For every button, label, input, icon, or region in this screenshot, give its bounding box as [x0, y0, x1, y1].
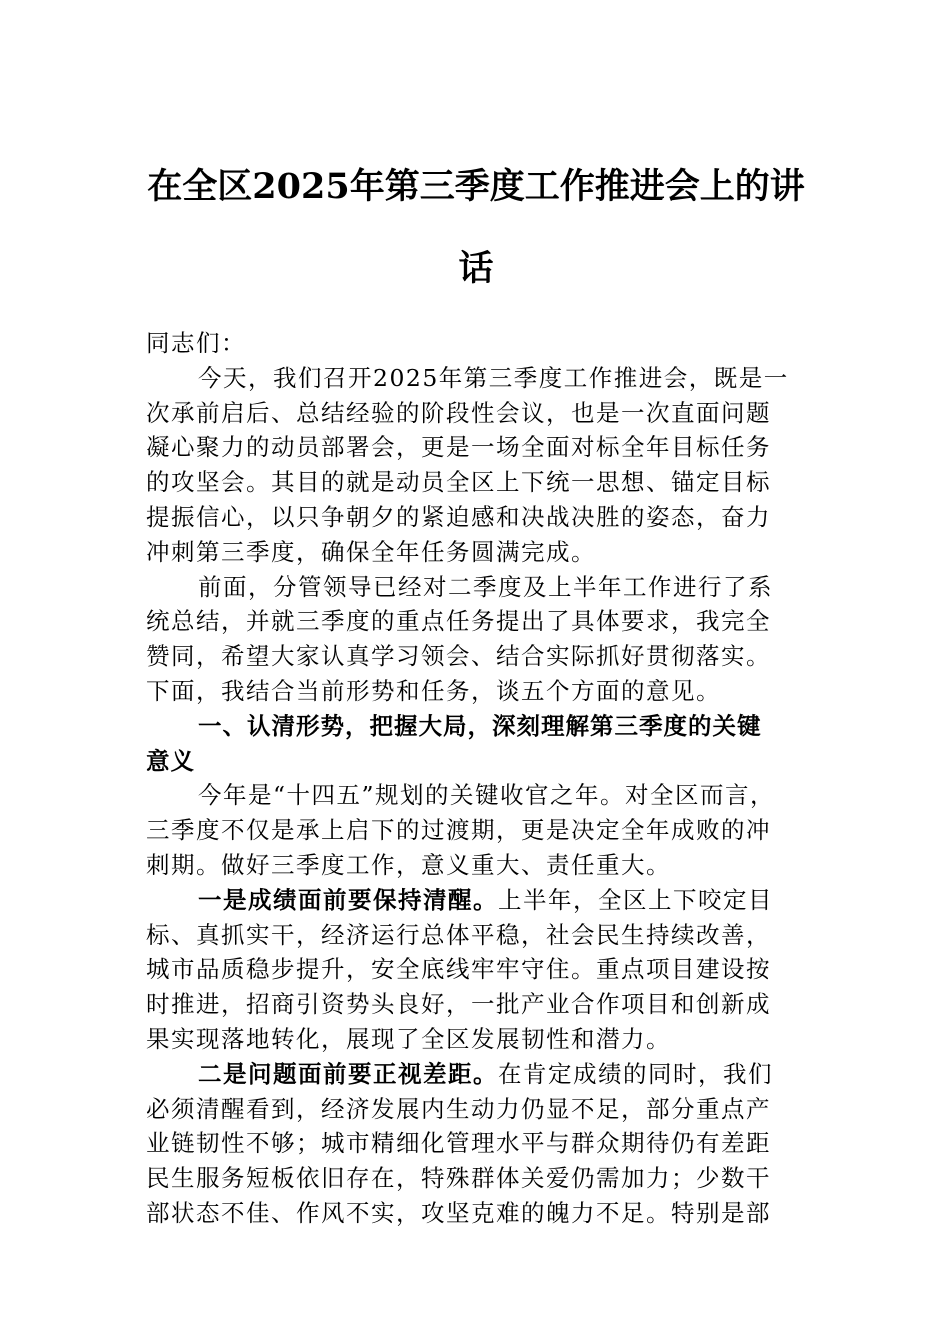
- paragraph-text: 上半年，全区上下咬定目: [498, 885, 773, 914]
- paragraph-line: 凝心聚力的动员部署会，更是一场全面对标全年目标任务: [146, 433, 771, 462]
- paragraph-line: 业链韧性不够；城市精细化管理水平与群众期待仍有差距: [146, 1129, 771, 1158]
- paragraph-line: 标、真抓实干，经济运行总体平稳，社会民生持续改善，: [146, 920, 771, 949]
- salutation-line: 同志们：: [146, 329, 246, 357]
- paragraph-line: 城市品质稳步提升，安全底线牢牢守住。重点项目建设按: [146, 955, 771, 984]
- paragraph-line: 下面，我结合当前形势和任务，谈五个方面的意见。: [146, 676, 721, 705]
- section-heading-line: 意义: [146, 746, 195, 775]
- paragraph-line: 果实现落地转化，展现了全区发展韧性和潜力。: [146, 1024, 671, 1053]
- paragraph-line: 民生服务短板依旧存在，特殊群体关爱仍需加力；少数干: [146, 1164, 771, 1193]
- paragraph-line: 三季度不仅是承上启下的过渡期，更是决定全年成败的冲: [146, 816, 771, 845]
- paragraph-line: 的攻坚会。其目的就是动员全区上下统一思想、锚定目标: [146, 468, 771, 497]
- document-title: [146, 160, 806, 296]
- paragraph-text: 在肯定成绩的同时，我们: [498, 1059, 773, 1088]
- paragraph-line: 时推进，招商引资势头良好，一批产业合作项目和创新成: [146, 990, 771, 1019]
- section-heading-line: 一、认清形势，把握大局，深刻理解第三季度的关键: [198, 711, 762, 740]
- paragraph-line: 刺期。做好三季度工作，意义重大、责任重大。: [146, 850, 671, 879]
- paragraph-line: [146, 1057, 808, 1092]
- paragraph-line: [146, 883, 808, 918]
- document-body: [146, 326, 808, 1231]
- paragraph-line: 部状态不佳、作风不实，攻坚克难的魄力不足。特别是部: [146, 1198, 771, 1227]
- bold-lead-phrase: 二是问题面前要正视差距。: [198, 1059, 498, 1088]
- paragraph-line: 前面，分管领导已经对二季度及上半年工作进行了系: [198, 572, 773, 601]
- paragraph-line: 次承前启后、总结经验的阶段性会议，也是一次直面问题: [146, 398, 771, 427]
- paragraph-line: 统总结，并就三季度的重点任务提出了具体要求，我完全: [146, 607, 771, 636]
- paragraph-line: 冲刺第三季度，确保全年任务圆满完成。: [146, 537, 596, 566]
- bold-lead-phrase: 一是成绩面前要保持清醒。: [198, 885, 498, 914]
- paragraph-line: 赞同，希望大家认真学习领会、结合实际抓好贯彻落实。: [146, 642, 771, 671]
- paragraph-line: 必须清醒看到，经济发展内生动力仍显不足，部分重点产: [146, 1094, 771, 1123]
- paragraph-line: 今天，我们召开2025年第三季度工作推进会，既是一: [198, 363, 789, 392]
- title-line-2: 话: [458, 248, 494, 289]
- title-line-1: 在全区2025年第三季度工作推进会上的讲: [147, 166, 805, 207]
- paragraph-line: 今年是“十四五”规划的关键收官之年。对全区而言，: [198, 781, 776, 810]
- paragraph-line: 提振信心，以只争朝夕的紧迫感和决战决胜的姿态，奋力: [146, 502, 771, 531]
